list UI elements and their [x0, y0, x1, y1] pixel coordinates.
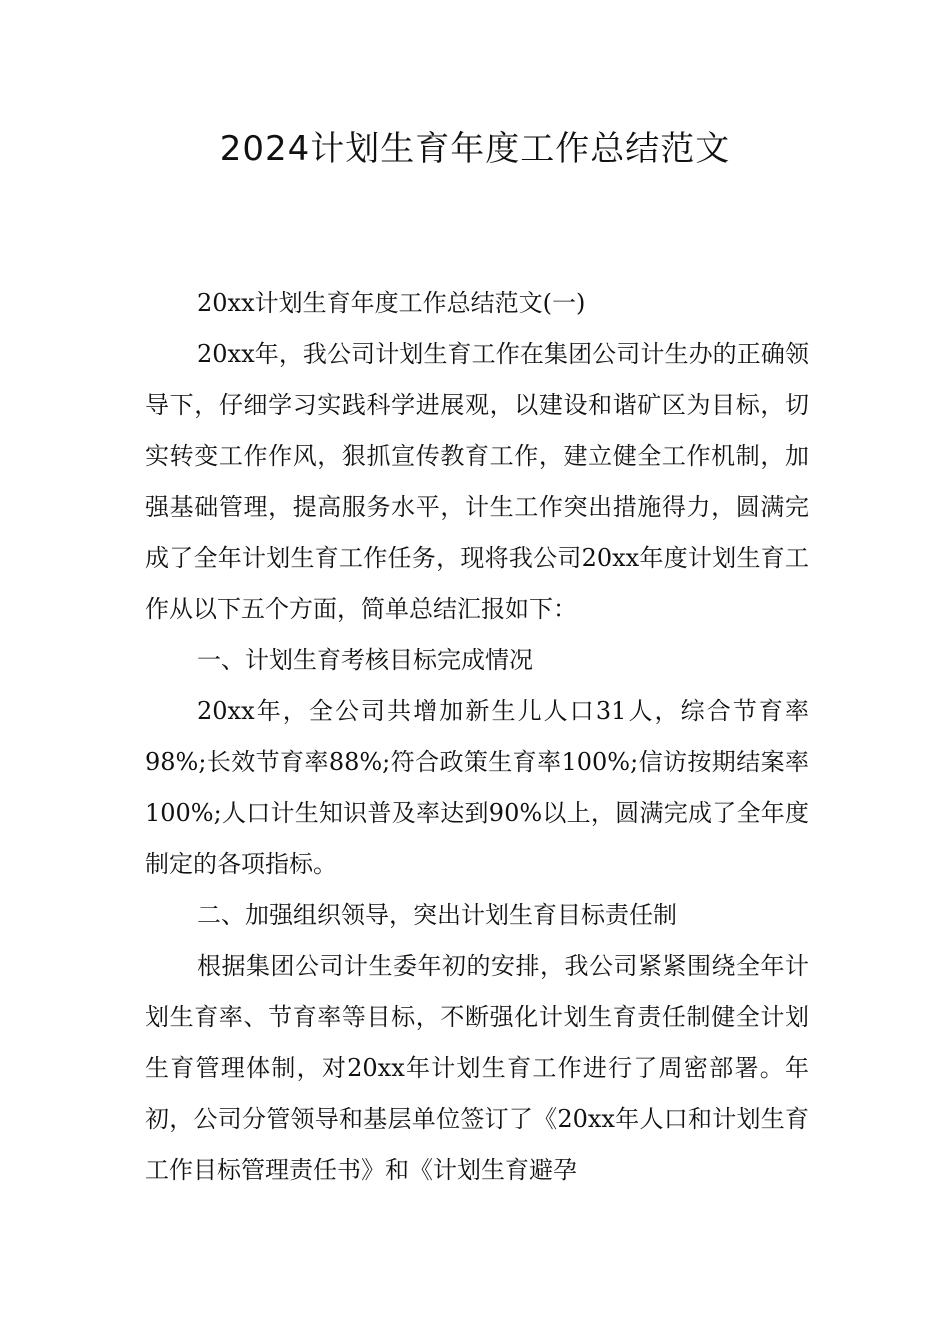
section-heading: 一、计划生育考核目标完成情况	[197, 646, 533, 674]
paragraph: 20xx年，我公司计划生育工作在集团公司计生办的正确领导下，仔细学习实践科学进展观，以建设和谐矿区为目标，切实转变工作作风，狠抓宣传教育工作，建立健全工作机制，加强基础管理，提高服务水平，计生工作突出措施得力，圆满完成了全年计划生育工作任务，现将我公司20xx年度计划生育工作从以下五个方面，简单总结汇报如下：	[145, 340, 809, 623]
section-heading: 20xx计划生育年度工作总结范文(一)	[197, 289, 586, 317]
document-title: 2024计划生育年度工作总结范文	[219, 129, 731, 169]
paragraph: 根据集团公司计生委年初的安排，我公司紧紧围绕全年计划生育率、节育率等目标，不断强化计划生育责任制健全计划生育管理体制，对20xx年计划生育工作进行了周密部署。年初，公司分管领导和基层单位签订了《20xx年人口和计划生育工作目标管理责任书》和《计划生育避孕	[145, 952, 809, 1184]
document-body	[145, 278, 809, 1196]
paragraph: 20xx年，全公司共增加新生儿人口31人，综合节育率98%;长效节育率88%;符合政策生育率100%;信访按期结案率100%;人口计生知识普及率达到90%以上，圆满完成了全年度制定的各项指标。	[145, 697, 809, 878]
section-heading: 二、加强组织领导，突出计划生育目标责任制	[197, 901, 677, 929]
